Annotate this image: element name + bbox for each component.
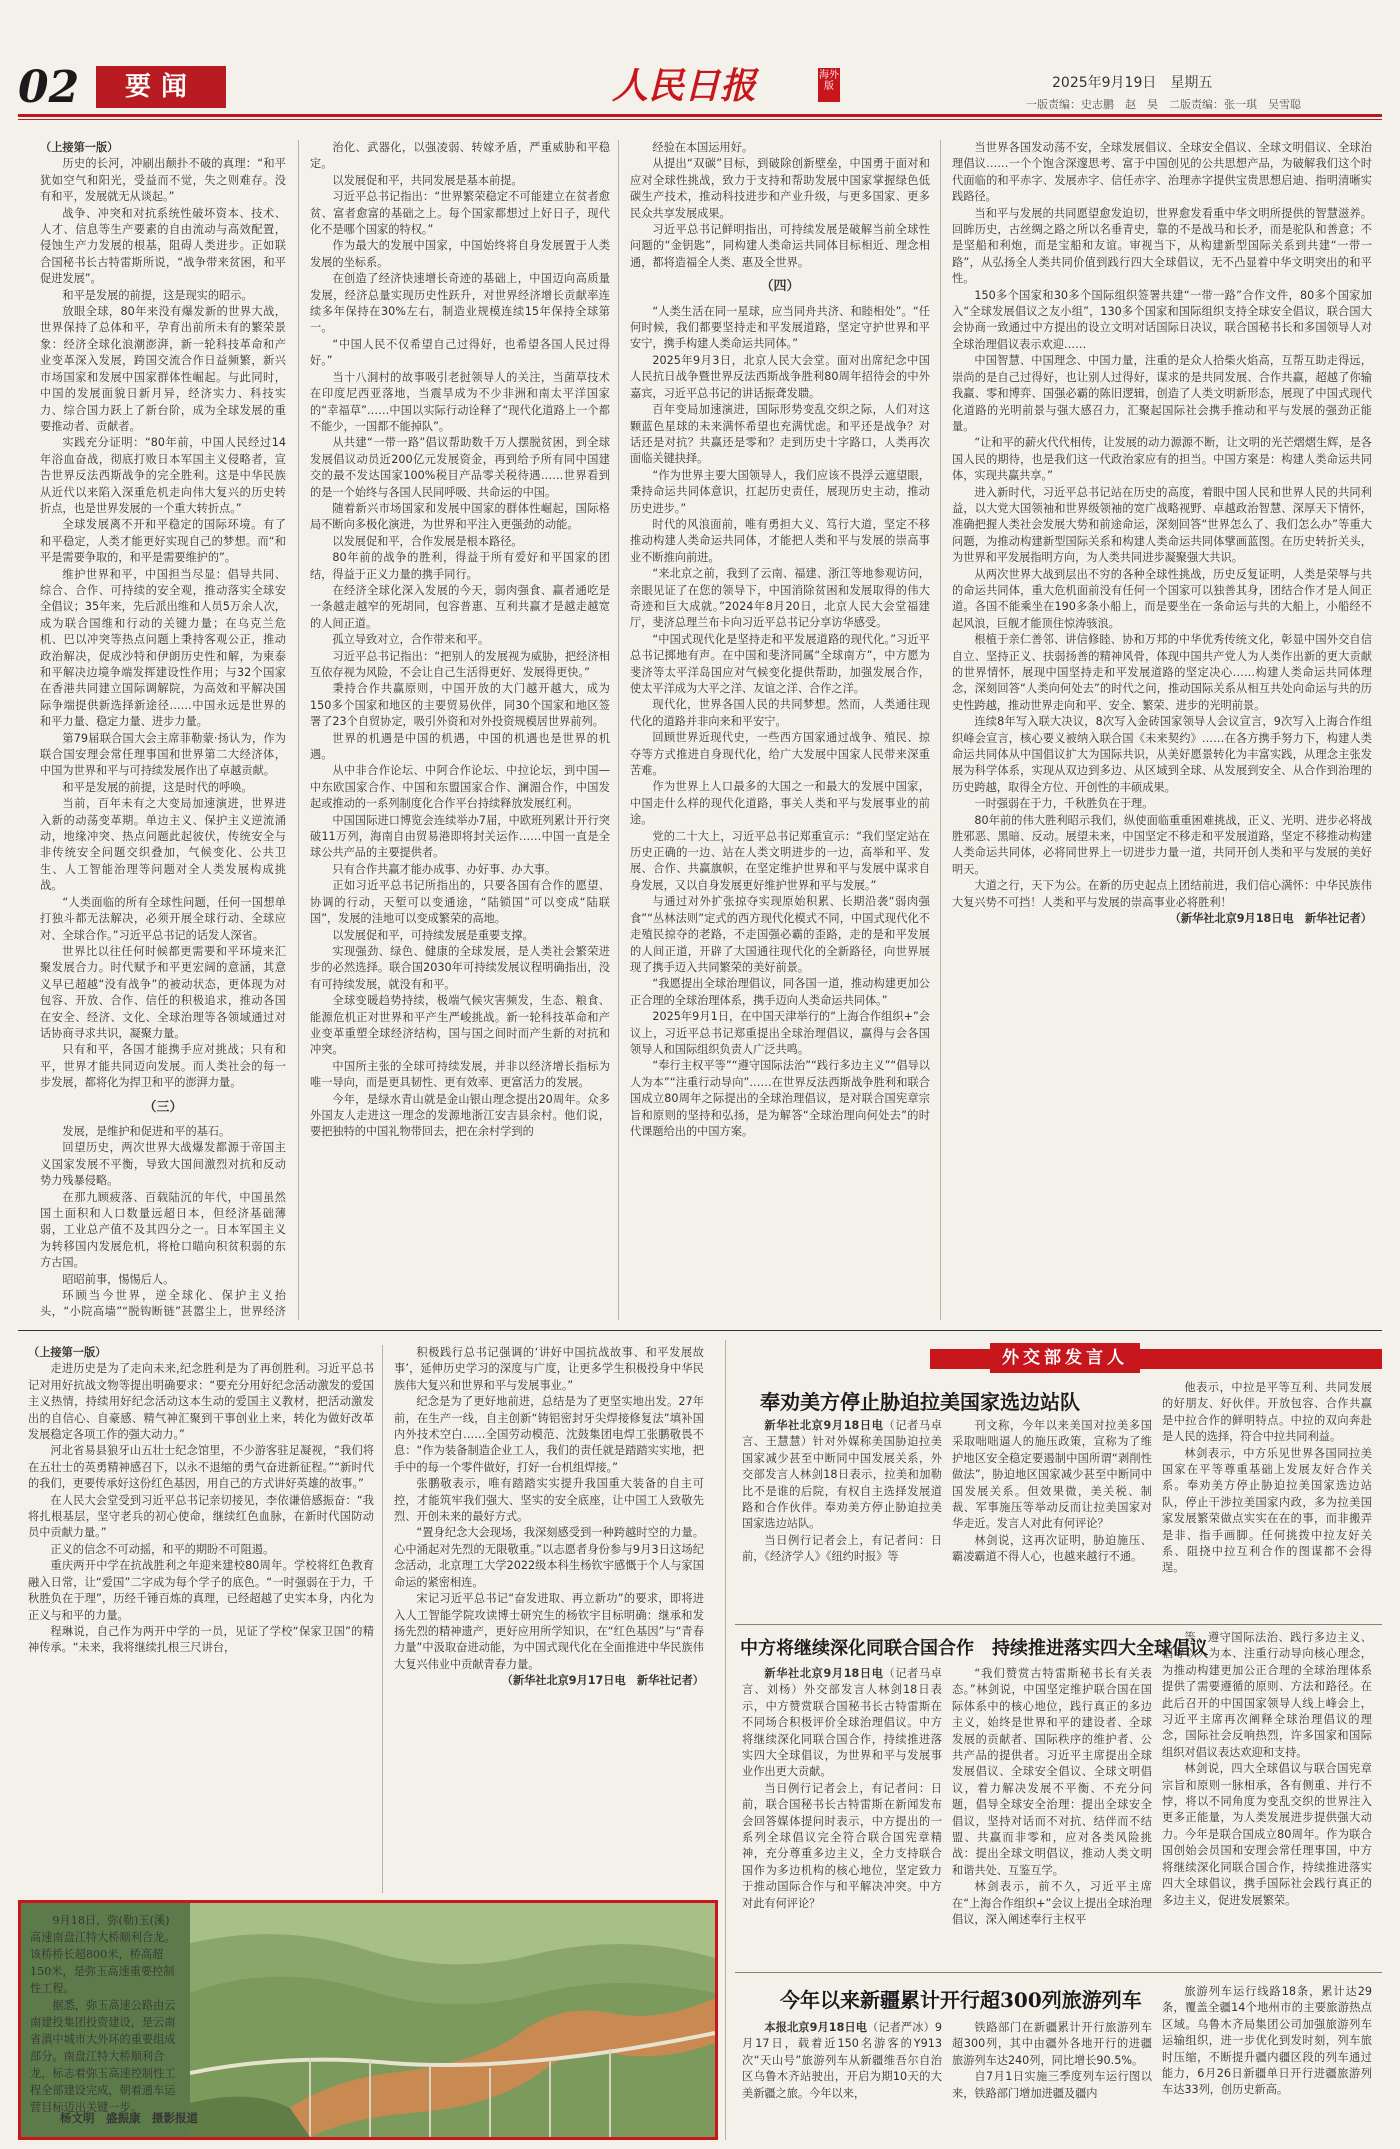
fm-article3-column-2 [952, 2020, 1152, 2140]
paragraph: 正如习近平总书记所指出的，只要各国有合作的愿望、协调的行动，天堑可以变通途，“陆锁国”可以变成“陆联国”，发展的洼地可以变成繁荣的高地。 [310, 879, 610, 926]
paragraph: 正义的信念不可动摇，和平的期盼不可阻遏。 [50, 1542, 275, 1556]
paragraph: 林剑说，这再次证明，胁迫施压、霸凌霸道不得人心，也越来越行不通。 [952, 1533, 1152, 1564]
header-rule-thin [18, 119, 1382, 120]
paragraph: 旅游列车运行线路18条，累计达29条，覆盖全疆14个地州市的主要旅游热点区域。乌鲁木齐局集团公司加强旅游列车运输组织，进一步优化到发时刻，列车旅时压缩，不断提升疆内疆区段的列车通过能力，6月26日新疆单日开行进疆旅游列车达33列，创历史新高。 [1162, 1985, 1372, 2097]
issue-date: 2025年9月19日 星期五 [1052, 75, 1213, 91]
paragraph: 当和平与发展的共同愿望愈发迫切，世界愈发看重中华文明所提供的智慧滋养。回眸历史，古丝绸之路之所以名垂青史，靠的不是战马和长矛，而是驼队和善意；不是坚船和利炮，而是宝船和友谊。审视当下，从构建新型国际关系到共建“一带一路”，从弘扬全人类共同价值到践行四大全球倡议，无不凸显着中华文明突出的和平性。 [952, 206, 1372, 286]
section-title: 要闻 [96, 66, 226, 108]
paragraph: 一时强弱在于力，千秋胜负在于理。 [974, 797, 1154, 811]
paragraph: 放眼全球，80年来没有爆发新的世界大战，世界保持了总体和平，孕育出前所未有的繁荣景象：经济全球化浪潮澎湃，新一轮科技革命和产业变革深入发展，跨国交流合作日益频繁，新兴市场国家和发展中国家群体性崛起。与此同时，中国的发展面貌日新月异，经济实力、科技实力、综合国力跃上了新台阶，成为全球发展的重要推动者、贡献者。 [40, 305, 286, 433]
headline-article-2: 中方将继续深化同联合国合作 持续推进落实四大全球倡议 [740, 1638, 1208, 1659]
paragraph: 宋记习近平总书记“奋发进取、再立新功”的要求，即将进入人工智能学院攻读博士研究生的杨钦宇目标明确：继承和发扬先烈的精神遗产，更好应用所学知识，在“红色基因”与“青春力量”中汲取奋进动能，为中国式现代化在全面推进中华民族伟大复兴伟业中贡献青春力量。 [394, 1592, 704, 1671]
paragraph: 回顾世界近现代史，一些西方国家通过战争、殖民、掠夺等方式推进自身现代化，给广大发展中国家人民带来深重苦难。 [630, 731, 930, 778]
paragraph: 刊文称，今年以来美国对拉美多国采取咄咄逼人的施压政策，宣称为了维护地区安全稳定要遏制中国所谓“剥削性做法”，胁迫地区国家减少甚至中断同中国发展关系。但效果微，美关税、制裁、军事施压等举动反而让拉美国家对华走近。发言人对此有何评论？ [952, 1419, 1152, 1531]
paragraph-text: （记者严冰）9月17日，载着近150名游客的Y913次“天山号”旅游列车从新疆维吾尔自治区乌鲁木齐站驶出，开启为期10天的大美新疆之旅。今年以来， [742, 2021, 942, 2100]
paragraph: “作为世界主要大国领导人，我们应该不畏浮云遮望眼，秉持命运共同体意识，扛起历史责任，展现历史主动，推动历史进步。” [630, 468, 930, 515]
paragraph: 只有合作共赢才能办成事、办好事、办大事。 [332, 862, 557, 876]
dateline: 新华社北京9月18日电 [764, 1419, 884, 1432]
continued-article-column-2 [394, 1345, 704, 1893]
paragraph: 当十八洞村的故事吸引老挝领导人的关注，当菌草技术在印度尼西亚落地，当震旱成为不少非洲和南太平洋国家的“幸福草”……中国以实际行动诠释了“现代化道路上一个都不能少，一国都不能掉队”。 [310, 370, 610, 433]
paragraph: 治化、武器化，以强凌弱、转嫁矛盾，严重威胁和平稳定。 [310, 141, 610, 171]
paragraph: 林剑表示，前不久，习近平主席在“上海合作组织+”会议上提出全球治理倡议，深入阐述奉行主权平 [952, 1880, 1152, 1927]
paragraph: 以发展促和平，可持续发展是重要支撑。 [332, 928, 534, 942]
paragraph: 孤立导致对立，合作带来和平。 [332, 633, 490, 647]
paragraph: 走进历史是为了走向未来,纪念胜利是为了再创胜利。习近平总书记对用好抗战文物等提出明确要求：“要充分用好纪念活动激发的爱国主义热情，持续用好纪念活动这本生动的爱国主义教材，把活动激发出的自信心、自豪感、精气神汇聚到干事创业上来，转化为做好改革发展稳定各项工作的强大动力。” [28, 1362, 374, 1442]
section-heading: （三） [143, 1099, 183, 1115]
paragraph: 昭昭前事，惕惕后人。 [62, 1272, 175, 1286]
lead-article-column-1 [40, 140, 286, 1320]
paragraph: 当日例行记者会上，有记者问：日前，《经济学人》《纽约时报》等 [742, 1533, 942, 1564]
paragraph: 河北省易县狼牙山五壮士纪念馆里，不少游客驻足凝视，“我们将在五壮士的英勇精神感召下，以永不退缩的勇气奋进新征程。”“新时代的我们，更要传承好这份红色基因，用自己的方式讲好英雄的故事。” [28, 1444, 374, 1491]
paragraph: （上接第一版） [28, 1346, 107, 1359]
byline: （新华社北京9月17日电 新华社记者） [501, 1674, 704, 1688]
paragraph: 实践充分证明：“80年前，中国人民经过14年浴血奋战，彻底打败日本军国主义侵略者，宣告世界反法西斯战争的完全胜利。这是中华民族从近代以来陷入深重危机走向伟大复兴的历史转折点，也是世界发展的一个重大转折点。” [40, 436, 286, 515]
paragraph: 中国智慧、中国理念、中国力量，注重的是众人拾柴火焰高，互帮互助走得远，崇尚的是自己过得好，也让别人过得好，谋求的是共同发展、合作共赢，超越了你输我赢、零和博弈、国强必霸的陈旧逻辑，创造了人类文明新形态，展现了中国式现代化道路的光明前景与强大感召力，汇聚起国际社会携手推动和平与发展的强劲正能量。 [952, 354, 1372, 433]
paragraph: 和平是发展的前提，这是时代的呼唤。 [62, 780, 253, 794]
spokesperson-banner [930, 1343, 1382, 1373]
overseas-edition-badge: 海外版 [818, 68, 840, 102]
paragraph: “人类生活在同一星球，应当同舟共济、和睦相处”。“任何时候，我们都要坚持走和平发展道路，坚定守护世界和平安宁，携手构建人类命运共同体。” [630, 304, 930, 351]
paragraph: 2025年9月1日，在中国天津举行的“上海合作组织+”会议上，习近平总书记郑重提出全球治理倡议，赢得与会各国领导人和国际组织负责人广泛共鸣。 [630, 1010, 930, 1056]
dateline: 新华社北京9月18日电 [764, 1667, 884, 1680]
paragraph: 从提出“双碳”目标，到破除创新壁垒，中国勇于面对和应对全球性挑战，致力于支持和帮助发展中国家掌握绿色低碳生产技术，推动科技进步和产业升级，与更多国家、更多民众共享发展成果。 [630, 157, 930, 220]
paragraph: “人类面临的所有全球性问题，任何一国想单打独斗都无法解决，必须开展全球行动、全球应对、全球合作。”习近平总书记的话发人深省。 [40, 895, 286, 942]
paragraph: 时代的风浪面前，唯有勇担大义、笃行大道，坚定不移推动构建人类命运共同体，才能把人类和平与发展的崇高事业不断推向前进。 [630, 517, 930, 564]
continued-article-column-1 [28, 1345, 374, 1893]
paragraph: 林剑表示，中方乐见世界各国同拉美国家在平等尊重基础上发展友好合作关系。奉劝美方停止胁迫拉美国家选边站队，停止干涉拉美国家内政，多为拉美国家发展繁荣做点实实在在的事，而非搬弄是非、指手画脚。任何挑拨中拉友好关系、阻挠中拉互利合作的图谋都不会得逞。 [1162, 1446, 1372, 1575]
column-divider [725, 1340, 726, 2140]
article-divider [735, 1624, 1382, 1625]
paragraph: “中国式现代化是坚持走和平发展道路的现代化。”习近平总书记掷地有声。在中国和斐济同属“全球南方”，中方愿为斐济等太平洋岛国应对气候变化提供帮助，加强发展合作，使太平洋成为大平之洋、友谊之洋、合作之洋。 [630, 632, 930, 695]
paragraph: 经验在本国运用好。 [652, 141, 754, 154]
column-divider [940, 140, 941, 1320]
paragraph: “我们赞赏古特雷斯秘书长有关表态。”林剑说，中国坚定维护联合国在国际体系中的核心地位，践行真正的多边主义，始终是世界和平的建设者、全球发展的贡献者、国际秩序的维护者、公共产品的提供者。习近平主席提出全球发展倡议、全球安全倡议、全球文明倡议，着力解决发展不平衡、不充分问题，倡导全球安全治理：提出全球安全倡议，坚持对话而不对抗、结伴而不结盟、共赢而非零和，应对各类风险挑战：提出全球文明倡议，推动人类文明和谐共处、互鉴互学。 [952, 1667, 1152, 1877]
paragraph: 2025年9月3日，北京人民大会堂。面对出席纪念中国人民抗日战争暨世界反法西斯战争胜利80周年招待会的中外嘉宾，习近平总书记的讲话振聋发聩。 [630, 353, 930, 400]
headline-article-1: 奉劝美方停止胁迫拉美国家选边站队 [760, 1390, 1080, 1414]
paragraph: 积极践行总书记强调的‘讲好中国抗战故事、和平发展故事’，延伸历史学习的深度与广度，让更多学生积极投身中华民族伟大复兴和世界和平与发展事业。” [394, 1346, 704, 1392]
masthead-logo: 人民日报 [612, 65, 757, 107]
paragraph: 自7月1日实施三季度列车运行图以来，铁路部门增加进疆及疆内 [952, 2070, 1152, 2100]
fm-article2-column-3 [1162, 1630, 1372, 1966]
column-divider [618, 140, 619, 1320]
photo-caption-paragraph: 9月18日，弥(勒)玉(溪)高速南盘江特大桥顺利合龙。该桥桥长超800米，桥高超150米，是弥玉高速重要控制性工程。 [30, 1914, 176, 1995]
paragraph: “奉行主权平等”“遵守国际法治”“践行多边主义”“倡导以人为本”“注重行动导向”……在世界反法西斯战争胜利和联合国成立80周年之际提出的全球治理倡议，是对联合国宪章宗旨和原则的坚持和弘扬，是为解答“全球治理向何处去”的时代课题给出的中国方案。 [630, 1059, 930, 1138]
paragraph: 80年前的战争的胜利，得益于所有爱好和平国家的团结，得益于正义力量的携手同行。 [310, 551, 610, 581]
article-divider [735, 1972, 1382, 1973]
header-rule [18, 114, 1382, 117]
page-number: 02 [18, 62, 80, 113]
fm-article1-column-1 [742, 1418, 942, 1618]
paragraph: 中国所主张的全球可持续发展，并非以经济增长指标为唯一导向，而是更具韧性、更有效率、更富活力的发展。 [310, 1059, 610, 1090]
dateline: 本报北京9月18日电 [764, 2021, 868, 2034]
paragraph-text: （记者马卓言、王慧慧）针对外媒称美国胁迫拉美国家减少甚至中断同中国发展关系，外交部发言人林剑18日表示，拉美和加勒比不是谁的后院，有权自主选择发展道路和合作伙伴。奉劝美方停止胁迫拉美国家选边站队。 [742, 1419, 942, 1531]
lead-article-column-4 [952, 140, 1372, 1320]
paragraph: “中国人民不仅希望自己过得好，也希望各国人民过得好。” [310, 337, 610, 368]
section-heading: （四） [760, 279, 800, 295]
paragraph: 等、遵守国际法治、践行多边主义、倡导以人为本、注重行动导向核心理念，为推动构建更加公正合理的全球治理体系提供了需要遵循的原则、方法和路径。在此后召开的中国国家领导人线上峰会上，习近平主席再次阐释全球治理倡议的理念，国际社会反响热烈，许多国家和国际组织对倡议表达欢迎和支持。 [1162, 1631, 1372, 1759]
bridge-photo [190, 1903, 715, 2137]
paragraph: 进入新时代，习近平总书记站在历史的高度，着眼中国人民和世界人民的共同利益，以大党大国领袖和世界级领袖的宽广战略视野、卓越政治智慧、深厚天下情怀，准确把握人类社会发展大势和前途命运，深刻回答“世界怎么了、我们怎么办”等重大问题，为推动构建新型国际关系和构建人类命运共同体擘画蓝图。在历史转折关头，为世界和平发展指明方向，为人类共同进步凝聚强大共识。 [952, 485, 1372, 565]
paragraph [742, 1418, 942, 1533]
paragraph: 在经济全球化深入发展的今天，弱肉强食、赢者通吃是一条越走越窄的死胡同，包容普惠、互利共赢才是越走越宽的人间正道。 [310, 583, 610, 630]
paragraph: “让和平的薪火代代相传，让发展的动力源源不断，让文明的光芒熠熠生辉，是各国人民的期待，也是我们这一代政治家应有的担当。中国方案是：构建人类命运共同体，实现共赢共享。” [952, 436, 1372, 483]
headline-article-3: 今年以来新疆累计开行超300列旅游列车 [780, 1988, 1142, 2012]
paragraph: 维护世界和平，中国担当尽显：倡导共同、综合、合作、可持续的安全观，推动落实全球安全倡议；35年来，先后派出维和人员5万余人次，成为联合国维和行动的关键力量；在乌克兰危机、巴以冲突等热点问题上秉持客观公正，推动政治解决，促成沙特和伊朗历史性和解，为柬泰和平解决边境争端发挥建设性作用；与32个国家在香港共同建立国际调解院，为高效和平解决国际争端提供新选择新途径……中国永远是世界的和平力量、稳定力量、进步力量。 [40, 567, 286, 729]
paragraph: 只有和平，各国才能携手应对挑战；只有和平，世界才能共同迈向发展。而人类社会的每一步发展，都将化为捍卫和平的澎湃力量。 [40, 1043, 286, 1090]
lead-article-column-3 [630, 140, 930, 1320]
paragraph: 从中非合作论坛、中阿合作论坛、中拉论坛，到中国—中东欧国家合作、中国和东盟国家合作、澜湄合作，中国发起或推动的一系列制度化合作平台持续释放发展红利。 [310, 764, 610, 811]
paragraph: 习近平总书记指出：“把别人的发展视为威胁，把经济相互依存视为风险，不会让自己生活得更好、发展得更快。” [310, 649, 610, 679]
paragraph: 世界的机遇是中国的机遇，中国的机遇也是世界的机遇。 [310, 731, 610, 762]
paragraph: 当日例行记者会上，有记者问：日前，联合国秘书长古特雷斯在新闻发布会回答媒体提问时表示，中方提出的一系列全球倡议完全符合联合国宪章精神，充分尊重多边主义，全力支持联合国作为多边机构的核心地位，坚定致力于推动国际合作与和平解决冲突。中方对此有何评论？ [742, 1781, 942, 1910]
paragraph: 实现强劲、绿色、健康的全球发展，是人类社会繁荣进步的必然选择。联合国2030年可持续发展议程明确指出，没有可持续发展，就没有和平。 [310, 944, 610, 991]
paragraph: 党的二十大上，习近平总书记郑重宣示：“我们坚定站在历史正确的一边、站在人类文明进步的一边，高举和平、发展、合作、共赢旗帜，在坚定维护世界和平与发展中谋求自身发展，又以自身发展更好维护世界和平与发展。” [630, 829, 930, 892]
paragraph: 全球变暖趋势持续，极端气候灾害频发，生态、粮食、能源危机正对世界和平产生严峻挑战。新一轮科技革命和产业变革重塑全球经济结构，国与国之间时而产生新的对抗和冲突。 [310, 994, 610, 1057]
paragraph: 当前，百年未有之大变局加速演进，世界进入新的动荡变革期。单边主义、保护主义逆流涌动，地缘冲突、热点问题此起彼伏，传统安全与非传统安全问题交织叠加，气候变化、公共卫生、人工智能治理等问题对全人类发展构成挑战。 [40, 797, 286, 893]
paragraph: 在那九顾疲落、百载陆沉的年代，中国虽然国土面积和人口数量远超日本，但经济基础薄弱，工业总产值不及其四分之一。日本军国主义为转移国内发展危机，将枪口瞄向积贫积弱的东方古国。 [40, 1190, 286, 1270]
paragraph: 当世界各国发动荡不安，全球发展倡议、全球安全倡议、全球文明倡议、全球治理倡议……一个个饱含深邃思考、富于中国创见的公共思想产品，为破解我们这个时代面临的和平赤字、发展赤字、信任赤字、治理赤字提供宝贵思想启迪、指明清晰实践路径。 [952, 141, 1372, 204]
paragraph: （上接第一版） [40, 141, 119, 154]
paragraph: 世界比以往任何时候都更需要和平环境来汇聚发展合力。时代赋予和平更宏阔的意涵，其意义早已超越“没有战争”的被动状态，更体现为对包容、开放、合作、信任的积极追求，推动各国在安全、经济、文化、全球治理等各领域通过对话协商寻求共识，凝聚力量。 [40, 944, 286, 1040]
paragraph: 中国国际进口博览会连续举办7届，中欧班列累计开行突破11万列，海南自由贸易港即将封关运作……中国一直是全球公共产品的主要提供者。 [310, 813, 610, 860]
paragraph: 全球发展离不开和平稳定的国际环境。有了和平稳定，人类才能更好实现自己的梦想。而“和平是需要争取的，和平是需要维护的”。 [40, 518, 286, 565]
paragraph: 纪念是为了更好地前进，总结是为了更坚实地出发。27年前，在生产一线，自主创新“铸铝密封牙尖焊接修复法”填补国内外技术空白……全国劳动模范、沈鼓集团电焊工张鹏敬畏不息：“作为装备制造企业工人，我们的责任就是踏踏实实地，把手中的每一个零件做好，打好一台机组焊接。” [394, 1395, 704, 1474]
paragraph: 战争、冲突和对抗系统性破坏资本、技术、人才、信息等生产要素的自由流动与高效配置，侵蚀生产力发展的根基，阻碍人类进步。正如联合国秘书长古特雷斯所说，“战争带来贫困，和平促进发展”。 [40, 206, 286, 286]
paragraph: 以发展促和平，合作发展是根本路径。 [332, 534, 523, 548]
paragraph: 在创造了经济快速增长奇迹的基础上，中国迈向高质量发展，经济总量实现历史性跃升，对世界经济增长贡献率连续多年保持在30%左右，制造业规模连续15年保持全球第一。 [310, 272, 610, 335]
fm-article2-column-2 [952, 1666, 1152, 1966]
paragraph: 以发展促和平，共同发展是基本前提。 [332, 173, 523, 187]
paragraph: 重庆两开中学在抗战胜利之年迎来建校80周年。学校将红色教育融入日常，让“爱国”二字成为每个学子的底色。“一时强弱在于力，千秋胜负在于理”，历经千锤百炼的真理，已经超越了史实本身，内化为正义与和平的力量。 [28, 1559, 374, 1622]
paragraph: 在人民大会堂受到习近平总书记亲切接见，李依谦倍感振奋：“我将扎根基层，坚守老兵的初心使命，继续红色血脉，在新时代国防动员中贡献力量。” [28, 1493, 374, 1540]
fm-article3-column-3 [1162, 1984, 1372, 2140]
fm-article1-column-2 [952, 1418, 1152, 1618]
paragraph: 回望历史，两次世界大战爆发都源于帝国主义国家发展不平衡，导致大国间激烈对抗和反动势力残暴侵略。 [40, 1141, 286, 1188]
paragraph: 今年，是绿水青山就是金山银山理念提出20周年。众多外国友人走进这一理念的发源地浙江安吉县余村。他们说，要把独特的中国礼物带回去，把在余村学到的 [310, 1092, 610, 1139]
photo-caption-paragraph: 据悉，弥玉高速公路由云南建投集团投资建设，是云南省滇中城市大外环的重要组成部分。南盘江特大桥顺利合龙，标志着弥玉高速控制性工程全部建设完成，朝着通车运营目标迈出关键一步。 [30, 1999, 176, 2114]
paragraph: 从共建“一带一路”倡议帮助数千万人摆脱贫困，到全球发展倡议动员近200亿元发展资金，再到给予所有同中国建交的最不发达国家100%税目产品零关税待遇……世界看到的是一个始终与各国人民同呼吸、共命运的中国。 [310, 436, 610, 499]
photo-caption [30, 1912, 180, 2116]
paragraph: 作为最大的发展中国家，中国始终将自身发展置于人类发展的坐标系。 [310, 239, 610, 269]
paragraph: 和平是发展的前提，这是现实的昭示。 [62, 288, 253, 302]
paragraph: 百年变局加速演进，国际形势变乱交织之际，人们对这颗蓝色星球的未来满怀希望也充满忧虑。和平还是战争？对话还是对抗？共赢还是零和？走到历史十字路口，人类再次面临关键抉择。 [630, 403, 930, 466]
paragraph: “来北京之前，我到了云南、福建、浙江等地参观访问，亲眼见证了在您的领导下，中国消除贫困和发展取得的伟大奇迹和巨大成就。”2024年8月20日，北京人民大会堂福建厅，斐济总理兰布卡向习近平总书记分享访华感受。 [630, 567, 930, 630]
fm-article2-column-1 [742, 1666, 942, 1966]
paragraph [742, 2020, 942, 2102]
editors-credit: 一版责编：史志鹏 赵 昊 二版责编：张一琪 吴雪聪 [1026, 98, 1301, 111]
paragraph: 大道之行，天下为公。在新的历史起点上团结前进，我们信心满怀：中华民族伟大复兴势不可挡！人类和平与发展的崇高事业必将胜利！ [952, 879, 1372, 909]
paragraph: 与通过对外扩张掠夺实现原始积累、长期沿袭“弱肉强食”“丛林法则”定式的西方现代化模式不同，中国式现代化不走殖民掠夺的老路，不走国强必霸的歪路，走的是和平发展的人间正道，开辟了大国通往现代化的全新路径，向世界展现了携手迈入共同繁荣的美好前景。 [630, 895, 930, 974]
paragraph: 连续8年写入联大决议，8次写入金砖国家领导人会议宣言，9次写入上海合作组织峰会宣言，核心要义被纳入联合国《未来契约》……在各方携手努力下，构建人类命运共同体从中国倡议扩大为国际共识，从美好愿景转化为丰富实践，从理念主张发展为科学体系，实现从双边到多边、从区域到全球、从发展到安全、从合作到治理的历史跨越，取得全方位、开创性的丰硕成果。 [952, 715, 1372, 794]
paragraph: 习近平总书记指出：“世界繁荣稳定不可能建立在贫者愈贫、富者愈富的基础之上。每个国家都想过上好日子，现代化不是哪个国家的特权。” [310, 190, 610, 237]
spokesperson-banner-label: 外交部发言人 [990, 1343, 1140, 1373]
paragraph: 随着新兴市场国家和发展中国家的群体性崛起，国际格局不断向多极化演进，为世界和平注入更强劲的动能。 [310, 501, 610, 532]
paragraph: 现代化，世界各国人民的共同梦想。然而，人类通往现代化的道路并非向来和平安宁。 [630, 698, 930, 728]
fm-article1-column-3 [1162, 1380, 1372, 1618]
paragraph: 第79届联合国大会主席菲勒蒙·扬认为，作为联合国安理会常任理事国和世界第二大经济体，中国为世界和平与可持续发展作出了卓越贡献。 [40, 731, 286, 778]
column-divider [298, 140, 299, 1320]
section-divider [18, 1330, 1382, 1331]
paragraph: 发展，是维护和促进和平的基石。 [62, 1124, 231, 1138]
paragraph: 150多个国家和30多个国际组织签署共建“一带一路”合作文件，80多个国家加入“全球发展倡议之友小组”，130多个国家和国际组织支持全球安全倡议，联合国大会协商一致通过中方提出的设立文明对话国际日决议，联合国秘书长和多国领导人对全球治理倡议表示欢迎…… [952, 288, 1372, 351]
paragraph: 程琳说，自己作为两开中学的一员，见证了学校“保家卫国”的精神传承。“未来，我将继续扎根三尺讲台， [28, 1624, 374, 1655]
paragraph: 铁路部门在新疆累计开行旅游列车超300列，其中由疆外各地开行的进疆旅游列车达240列，同比增长90.5%。 [952, 2021, 1152, 2067]
paragraph: 从两次世界大战到层出不穷的各种全球性挑战，历史反复证明，人类是荣辱与共的命运共同体，重大危机面前没有任何一个国家可以独善其身，团结合作才是人间正道。各国不能乘坐在190多条小船上，而是要坐在一条命运与共的大船上，小船经不起风浪，巨舰才能顶住惊涛骇浪。 [952, 567, 1372, 630]
paragraph: 环顾当今世界，逆全球化、保护主义抬头，“小院高墙”“脱钩断链”甚嚣尘上，世界经济 [40, 1289, 286, 1319]
paragraph: 张鹏敬表示，唯有踏踏实实提升我国重大装备的自主可控，才能筑牢我们强大、坚实的安全底座，让中国工人致敬先烈、开创未来的最好方式。 [394, 1477, 704, 1524]
paragraph: 习近平总书记鲜明指出，可持续发展是破解当前全球性问题的“金钥匙”，同构建人类命运共同体目标相近、理念相通，都将造福全人类、惠及全世界。 [630, 223, 930, 269]
paragraph: 他表示，中拉是平等互利、共同发展的好朋友、好伙伴。开放包容、合作共赢是中拉合作的鲜明特点。中拉的双向奔赴是人民的选择，符合中拉共同利益。 [1162, 1381, 1372, 1444]
paragraph: 根植于亲仁善邻、讲信修睦、协和万邦的中华优秀传统文化，彰显中国外交自信自立、坚持正义、扶弱扬善的精神风骨，体现中国共产党人为人类作出新的更大贡献的世界情怀，展现中国坚持走和平发展道路的坚定决心……构建人类命运共同体理念，深刻回答“人类向何处去”的时代之问，推动国际关系从相互共处向命运与共的历史性跨越，推动世界走向和平、安全、繁荣、进步的光明前景。 [952, 633, 1372, 712]
paragraph: “我愿提出全球治理倡议，同各国一道，推动构建更加公正合理的全球治理体系，携手迈向人类命运共同体。” [630, 977, 930, 1007]
byline: （新华社北京9月18日电 新华社记者） [1169, 912, 1372, 926]
paragraph: 秉持合作共赢原则，中国开放的大门越开越大，成为150多个国家和地区的主要贸易伙伴，同30个国家和地区签署了23个自贸协定，吸引外资和对外投资规模居世界前列。 [310, 682, 610, 729]
fm-article3-column-1 [742, 2020, 942, 2140]
lead-article-column-2 [310, 140, 610, 1320]
paragraph-text: （记者马卓言、刘杨）外交部发言人林剑18日表示，中方赞赏联合国秘书长古特雷斯在不同场合积极评价全球治理倡议。中方将继续深化同联合国合作，持续推进落实四大全球倡议，为世界和平与发展事业作出更大贡献。 [742, 1667, 942, 1779]
paragraph: “置身纪念大会现场，我深刻感受到一种跨越时空的力量。心中涌起对先烈的无限敬重。”以志愿者身份参与9月3日这场纪念活动，北京理工大学2022级本科生杨钦宇感慨于个人与家国命运的紧密相连。 [394, 1526, 704, 1589]
paragraph [742, 1666, 942, 1781]
paragraph: 作为世界上人口最多的大国之一和最大的发展中国家，中国走什么样的现代化道路，事关人类和平与发展事业的前途。 [630, 780, 930, 827]
paragraph: 林剑说，四大全球倡议与联合国宪章宗旨和原则一脉相承，各有侧重、并行不悖，将以不同角度为变乱交织的世界注入更多正能量，为人类发展进步提供强大动力。今年是联合国成立80周年。作为联合国创始会员国和安理会常任理事国，中方将继续深化同联合国合作，持续推进落实四大全球倡议，携手国际社会践行真正的多边主义，促进发展繁荣。 [1162, 1762, 1372, 1907]
photo-credit: 杨文明 盛振康 摄影报道 [60, 2111, 198, 2125]
paragraph: 历史的长河，冲刷出颠扑不破的真理：“和平犹如空气和阳光，受益而不觉，失之则难存。没有和平，发展就无从谈起。” [40, 157, 286, 204]
paragraph: 80年前的伟大胜利昭示我们，纵使面临重重困难挑战，正义、光明、进步必将战胜邪恶、黑暗、反动。展望未来，中国坚定不移走和平发展道路，坚定不移推动构建人类命运共同体，必将同世界上一切进步力量一道，共同开创人类和平与发展的美好明天。 [952, 813, 1372, 876]
column-divider [382, 1345, 383, 1893]
